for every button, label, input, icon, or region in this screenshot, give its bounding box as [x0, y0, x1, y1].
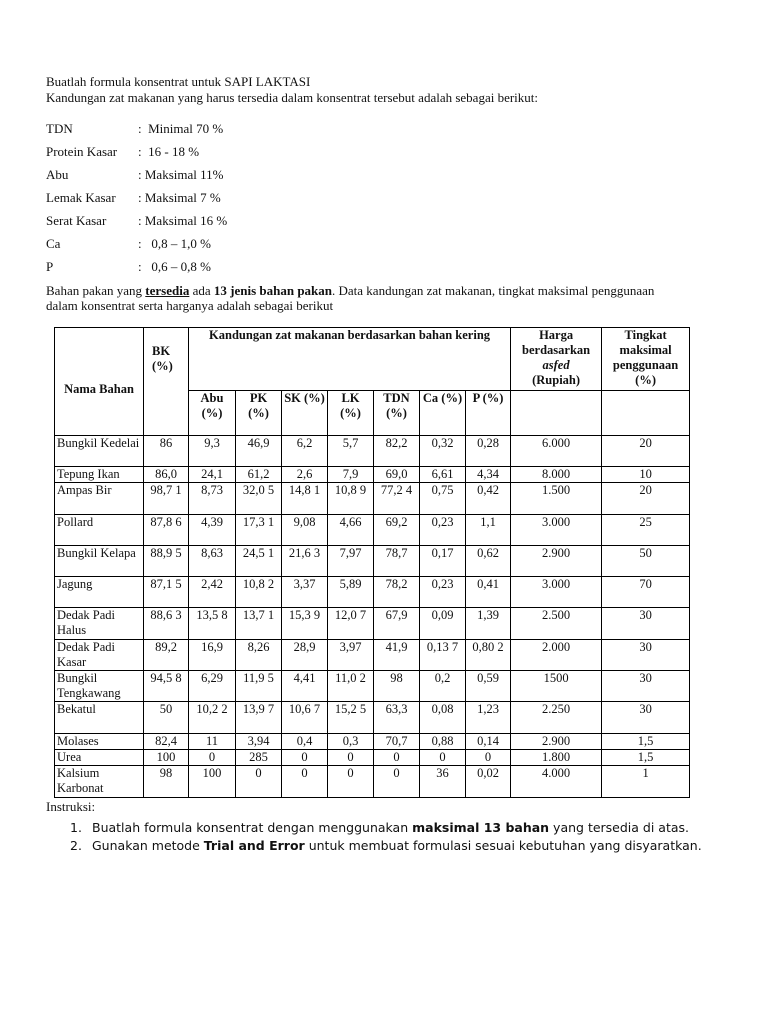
- cell-pk: 10,8 2: [236, 577, 282, 608]
- cell-ca: 0,13 7: [420, 640, 466, 671]
- cell-pk: 13,9 7: [236, 702, 282, 734]
- cell-sk: 14,8 1: [282, 483, 328, 515]
- req-value: : Maksimal 7 %: [138, 190, 221, 205]
- cell-harga: 3.000: [511, 577, 602, 608]
- header-abu: Abu (%): [189, 391, 236, 436]
- cell-pk: 32,0 5: [236, 483, 282, 515]
- cell-nama: Tepung Ikan: [55, 467, 144, 483]
- instruction-number: 1.: [70, 820, 82, 835]
- cell-abu: 24,1: [189, 467, 236, 483]
- cell-abu: 6,29: [189, 671, 236, 702]
- table-row: [55, 577, 690, 608]
- cell-sk: 3,37: [282, 577, 328, 608]
- cell-tingkat: 20: [602, 483, 690, 515]
- cell-nama: Molases: [55, 734, 144, 750]
- cell-tingkat: 1,5: [602, 750, 690, 766]
- cell-tdn: 78,7: [374, 546, 420, 577]
- cell-bk: 98: [144, 766, 189, 798]
- header-tingkat-empty: [602, 391, 690, 436]
- cell-sk: 0,4: [282, 734, 328, 750]
- cell-bk: 100: [144, 750, 189, 766]
- cell-ca: 36: [420, 766, 466, 798]
- cell-lk: 0: [328, 750, 374, 766]
- cell-ca: 6,61: [420, 467, 466, 483]
- cell-pk: 0: [236, 766, 282, 798]
- header-p: P (%): [466, 391, 511, 436]
- cell-harga: 2.900: [511, 734, 602, 750]
- desc-text: ada: [189, 283, 214, 298]
- cell-tdn: 98: [374, 671, 420, 702]
- cell-sk: 0: [282, 750, 328, 766]
- cell-tingkat: 30: [602, 702, 690, 734]
- cell-tdn: 82,2: [374, 436, 420, 467]
- req-value: : Minimal 70 %: [138, 121, 224, 136]
- req-label: Ca: [46, 236, 61, 251]
- cell-pk: 61,2: [236, 467, 282, 483]
- cell-pk: 8,26: [236, 640, 282, 671]
- cell-nama: Dedak Padi Kasar: [55, 640, 144, 671]
- header-sk: SK (%): [282, 391, 328, 436]
- cell-nama: Bungkil Kedelai: [55, 436, 144, 467]
- instruction-number: 2.: [70, 838, 82, 853]
- cell-sk: 15,3 9: [282, 608, 328, 640]
- cell-lk: 0: [328, 766, 374, 798]
- header-tdn: TDN (%): [374, 391, 420, 436]
- cell-pk: 3,94: [236, 734, 282, 750]
- req-label: Abu: [46, 167, 69, 182]
- cell-tdn: 69,0: [374, 467, 420, 483]
- cell-ca: 0,32: [420, 436, 466, 467]
- instruction-text: Buatlah formula konsentrat dengan menggunakan: [92, 820, 413, 835]
- table-row: [55, 766, 690, 798]
- cell-nama: Jagung: [55, 577, 144, 608]
- table-row: [55, 436, 690, 467]
- cell-lk: 7,97: [328, 546, 374, 577]
- cell-nama: Bekatul: [55, 702, 144, 734]
- cell-harga: 1.500: [511, 483, 602, 515]
- cell-harga: 2.250: [511, 702, 602, 734]
- cell-lk: 12,0 7: [328, 608, 374, 640]
- table-row: [55, 483, 690, 515]
- cell-abu: 8,63: [189, 546, 236, 577]
- cell-lk: 5,7: [328, 436, 374, 467]
- cell-abu: 9,3: [189, 436, 236, 467]
- cell-pk: 24,5 1: [236, 546, 282, 577]
- cell-harga: 2.000: [511, 640, 602, 671]
- table-row: [55, 515, 690, 546]
- cell-abu: 10,2 2: [189, 702, 236, 734]
- header-harga: [511, 328, 602, 391]
- cell-nama: Dedak Padi Halus: [55, 608, 144, 640]
- cell-ca: 0,23: [420, 515, 466, 546]
- cell-ca: 0,17: [420, 546, 466, 577]
- cell-harga: 3.000: [511, 515, 602, 546]
- req-value: : Maksimal 11%: [138, 167, 224, 182]
- cell-bk: 88,6 3: [144, 608, 189, 640]
- desc-text: Bahan pakan yang: [46, 283, 146, 298]
- table-row: [55, 734, 690, 750]
- cell-bk: 87,8 6: [144, 515, 189, 546]
- cell-lk: 4,66: [328, 515, 374, 546]
- header-bk: BK (%): [144, 328, 189, 436]
- instruction-bold: maksimal 13 bahan: [412, 820, 550, 835]
- req-value: : 0,6 – 0,8 %: [138, 259, 211, 274]
- cell-lk: 3,97: [328, 640, 374, 671]
- cell-nama: Ampas Bir: [55, 483, 144, 515]
- cell-harga: 1.800: [511, 750, 602, 766]
- cell-p: 0,02: [466, 766, 511, 798]
- description-line-2: dalam konsentrat serta harganya adalah sebagai berikut: [46, 298, 334, 313]
- cell-ca: 0,75: [420, 483, 466, 515]
- table-row: [55, 671, 690, 702]
- cell-harga: 2.900: [511, 546, 602, 577]
- cell-lk: 10,8 9: [328, 483, 374, 515]
- cell-lk: 15,2 5: [328, 702, 374, 734]
- header-ca: Ca (%): [420, 391, 466, 436]
- cell-ca: 0,2: [420, 671, 466, 702]
- instruction-item: [70, 819, 689, 836]
- cell-lk: 11,0 2: [328, 671, 374, 702]
- desc-text: . Data kandungan zat makanan, tingkat maksimal penggunaan: [332, 283, 655, 298]
- cell-tingkat: 20: [602, 436, 690, 467]
- cell-tingkat: 30: [602, 671, 690, 702]
- instruction-bold: Trial and Error: [203, 838, 305, 853]
- cell-abu: 100: [189, 766, 236, 798]
- header-lk: LK (%): [328, 391, 374, 436]
- cell-p: 0,80 2: [466, 640, 511, 671]
- description-line-1: [46, 283, 654, 299]
- instruction-text: untuk membuat formulasi sesuai kebutuhan yang disyaratkan.: [304, 838, 702, 853]
- cell-p: 1,39: [466, 608, 511, 640]
- cell-tdn: 67,9: [374, 608, 420, 640]
- cell-ca: 0,09: [420, 608, 466, 640]
- cell-nama: Bungkil Kelapa: [55, 546, 144, 577]
- cell-nama: Kalsium Karbonat: [55, 766, 144, 798]
- cell-p: 0,62: [466, 546, 511, 577]
- cell-sk: 21,6 3: [282, 546, 328, 577]
- cell-bk: 89,2: [144, 640, 189, 671]
- cell-tdn: 78,2: [374, 577, 420, 608]
- desc-tersedia: tersedia: [145, 283, 190, 298]
- cell-tingkat: 70: [602, 577, 690, 608]
- table-row: [55, 546, 690, 577]
- cell-p: 0,14: [466, 734, 511, 750]
- header-row: [55, 328, 690, 391]
- cell-p: 0,42: [466, 483, 511, 515]
- cell-tingkat: 50: [602, 546, 690, 577]
- cell-bk: 86,0: [144, 467, 189, 483]
- cell-p: 1,23: [466, 702, 511, 734]
- cell-bk: 94,5 8: [144, 671, 189, 702]
- cell-tdn: 69,2: [374, 515, 420, 546]
- header-harga-asfed: asfed: [542, 358, 570, 372]
- cell-ca: 0,23: [420, 577, 466, 608]
- cell-harga: 4.000: [511, 766, 602, 798]
- cell-p: 4,34: [466, 467, 511, 483]
- cell-sk: 9,08: [282, 515, 328, 546]
- cell-sk: 4,41: [282, 671, 328, 702]
- cell-tdn: 63,3: [374, 702, 420, 734]
- cell-lk: 5,89: [328, 577, 374, 608]
- header-nama: Nama Bahan: [55, 328, 144, 436]
- cell-p: 0,41: [466, 577, 511, 608]
- req-value: : 0,8 – 1,0 %: [138, 236, 211, 251]
- cell-abu: 8,73: [189, 483, 236, 515]
- instruction-text: Gunakan metode: [92, 838, 204, 853]
- header-harga-1: Harga berdasarkan: [522, 328, 591, 357]
- cell-ca: 0,88: [420, 734, 466, 750]
- header-pk: PK (%): [236, 391, 282, 436]
- cell-tingkat: 25: [602, 515, 690, 546]
- cell-tingkat: 30: [602, 608, 690, 640]
- cell-pk: 13,7 1: [236, 608, 282, 640]
- cell-tdn: 0: [374, 766, 420, 798]
- document-subtitle: Kandungan zat makanan yang harus tersedia dalam konsentrat tersebut adalah sebagai berikut:: [46, 90, 539, 105]
- table-row: [55, 467, 690, 483]
- header-harga-empty: [511, 391, 602, 436]
- cell-nama: Pollard: [55, 515, 144, 546]
- cell-tdn: 41,9: [374, 640, 420, 671]
- cell-pk: 285: [236, 750, 282, 766]
- cell-harga: 8.000: [511, 467, 602, 483]
- cell-ca: 0: [420, 750, 466, 766]
- cell-sk: 10,6 7: [282, 702, 328, 734]
- cell-abu: 4,39: [189, 515, 236, 546]
- desc-count: 13 jenis bahan pakan: [213, 283, 333, 298]
- cell-sk: 2,6: [282, 467, 328, 483]
- cell-pk: 11,9 5: [236, 671, 282, 702]
- cell-pk: 17,3 1: [236, 515, 282, 546]
- cell-tingkat: 30: [602, 640, 690, 671]
- table-row: [55, 640, 690, 671]
- cell-bk: 50: [144, 702, 189, 734]
- cell-tingkat: 1,5: [602, 734, 690, 750]
- cell-bk: 98,7 1: [144, 483, 189, 515]
- table-row: [55, 750, 690, 766]
- cell-harga: 1500: [511, 671, 602, 702]
- cell-ca: 0,08: [420, 702, 466, 734]
- cell-abu: 2,42: [189, 577, 236, 608]
- table-row: [55, 702, 690, 734]
- table-row: [55, 608, 690, 640]
- cell-tdn: 70,7: [374, 734, 420, 750]
- feed-table: [54, 327, 690, 798]
- cell-tdn: 0: [374, 750, 420, 766]
- header-harga-3: (Rupiah): [532, 373, 581, 387]
- cell-tingkat: 1: [602, 766, 690, 798]
- cell-p: 1,1: [466, 515, 511, 546]
- cell-abu: 11: [189, 734, 236, 750]
- req-label: Lemak Kasar: [46, 190, 116, 205]
- req-label: P: [46, 259, 54, 274]
- req-label: Serat Kasar: [46, 213, 107, 228]
- cell-sk: 28,9: [282, 640, 328, 671]
- cell-lk: 0,3: [328, 734, 374, 750]
- header-tingkat: Tingkat maksimal penggunaan (%): [602, 328, 690, 391]
- cell-nama: Bungkil Tengkawang: [55, 671, 144, 702]
- cell-pk: 46,9: [236, 436, 282, 467]
- cell-abu: 16,9: [189, 640, 236, 671]
- cell-tdn: 77,2 4: [374, 483, 420, 515]
- cell-p: 0,28: [466, 436, 511, 467]
- instructions-heading: Instruksi:: [46, 799, 96, 814]
- cell-p: 0: [466, 750, 511, 766]
- cell-p: 0,59: [466, 671, 511, 702]
- cell-abu: 0: [189, 750, 236, 766]
- cell-sk: 6,2: [282, 436, 328, 467]
- cell-bk: 87,1 5: [144, 577, 189, 608]
- header-kandungan: Kandungan zat makanan berdasarkan bahan kering: [189, 328, 511, 391]
- req-value: : 16 - 18 %: [138, 144, 200, 159]
- cell-harga: 2.500: [511, 608, 602, 640]
- cell-nama: Urea: [55, 750, 144, 766]
- cell-lk: 7,9: [328, 467, 374, 483]
- instruction-item: [70, 837, 702, 854]
- cell-harga: 6.000: [511, 436, 602, 467]
- req-label: TDN: [46, 121, 73, 136]
- instruction-text: yang tersedia di atas.: [549, 820, 690, 835]
- cell-tingkat: 10: [602, 467, 690, 483]
- cell-bk: 88,9 5: [144, 546, 189, 577]
- cell-bk: 82,4: [144, 734, 189, 750]
- document-title: Buatlah formula konsentrat untuk SAPI LAKTASI: [46, 74, 311, 89]
- cell-abu: 13,5 8: [189, 608, 236, 640]
- cell-bk: 86: [144, 436, 189, 467]
- req-label: Protein Kasar: [46, 144, 118, 159]
- cell-sk: 0: [282, 766, 328, 798]
- req-value: : Maksimal 16 %: [138, 213, 228, 228]
